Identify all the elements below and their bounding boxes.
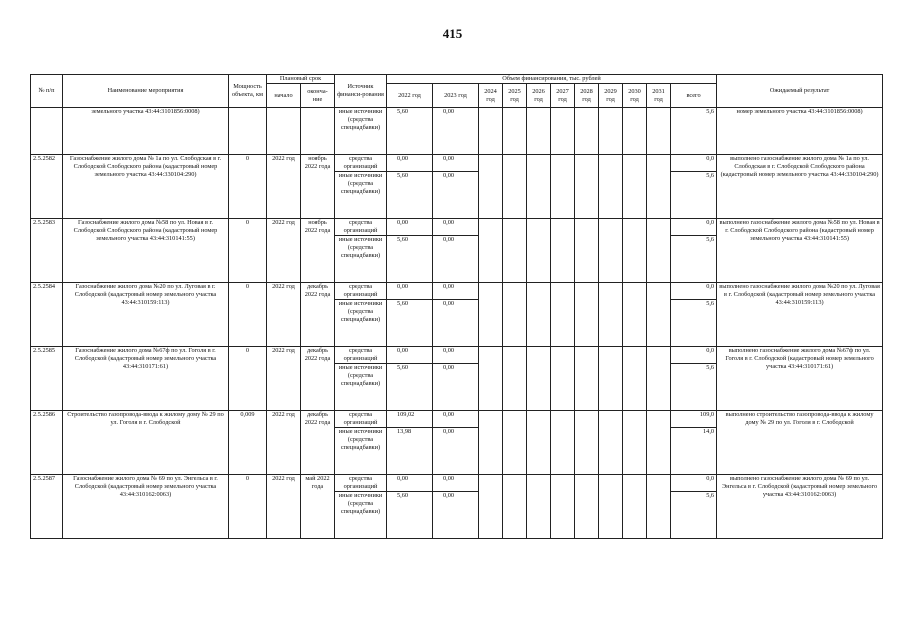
row-total: 0,0 xyxy=(671,155,717,172)
row-start: 2022 год xyxy=(267,347,301,411)
row-start: 2022 год xyxy=(267,411,301,475)
financing-table xyxy=(30,74,883,539)
table-row xyxy=(31,283,883,300)
header-name: Наименование мероприятия xyxy=(63,75,229,108)
row-name: Газоснабжение жилого дома №58 по ул. Новая в г. Слободской Слободского района (кадастровый номер земельного участка 43:44:310141:55) xyxy=(63,219,229,283)
row-number: 2.5.2587 xyxy=(31,475,63,539)
row-source: иные источники (средства спецнадбавки) xyxy=(335,492,387,539)
row-source: средства организаций xyxy=(335,155,387,172)
row-end: декабрь 2022 года xyxy=(301,411,335,475)
row-value-2023: 0,00 xyxy=(433,300,479,347)
row-value-2022: 0,00 xyxy=(387,155,433,172)
row-value-2023: 0,00 xyxy=(433,283,479,300)
row-value-2022: 5,60 xyxy=(387,300,433,347)
header-start: начало xyxy=(267,84,301,108)
row-name: Строительство газопровода-ввода к жилому дому № 29 по ул. Гоголя в г. Слободской xyxy=(63,411,229,475)
header-total: всего xyxy=(671,84,717,108)
row-end: декабрь 2022 года xyxy=(301,347,335,411)
row-capacity: 0 xyxy=(229,475,267,539)
row-total: 5,6 xyxy=(671,300,717,347)
row-value-2022: 13,98 xyxy=(387,428,433,475)
header-year: 2027 год xyxy=(551,84,575,108)
header-year: 2030 год xyxy=(623,84,647,108)
header-year: 2025 год xyxy=(503,84,527,108)
row-number: 2.5.2583 xyxy=(31,219,63,283)
row-end: декабрь 2022 года xyxy=(301,283,335,347)
row-source: иные источники (средства спецнадбавки) xyxy=(335,428,387,475)
row-capacity: 0,009 xyxy=(229,411,267,475)
row-total: 0,0 xyxy=(671,475,717,492)
table-row xyxy=(31,411,883,428)
row-total: 14,0 xyxy=(671,428,717,475)
row-start: 2022 год xyxy=(267,155,301,219)
table-row xyxy=(31,155,883,172)
header-year: 2029 год xyxy=(599,84,623,108)
row-value-2023: 0,00 xyxy=(433,492,479,539)
header-num: № п/п xyxy=(31,75,63,108)
row-value-2023: 0,00 xyxy=(433,428,479,475)
row-source: иные источники (средства спецнадбавки) xyxy=(335,364,387,411)
row-value-2022: 5,60 xyxy=(387,108,433,155)
row-total: 5,6 xyxy=(671,172,717,219)
row-end: май 2022 года xyxy=(301,475,335,539)
header-end: оконча-ние xyxy=(301,84,335,108)
row-source: средства организаций xyxy=(335,347,387,364)
row-total: 109,0 xyxy=(671,411,717,428)
header-year: 2026 год xyxy=(527,84,551,108)
row-result: выполнено газоснабжение жилого дома № 69 по ул. Энгельса в г. Слободской (кадастровый номер земельного участка 43:44:310162:0063) xyxy=(717,475,883,539)
header-period: Плановый срок xyxy=(267,75,335,84)
row-value-2022: 5,60 xyxy=(387,364,433,411)
row-capacity: 0 xyxy=(229,155,267,219)
row-source: иные источники (средства спецнадбавки) xyxy=(335,300,387,347)
row-total: 0,0 xyxy=(671,219,717,236)
table-row xyxy=(31,347,883,364)
row-source: иные источники (средства спецнадбавки) xyxy=(335,236,387,283)
row-source: средства организаций xyxy=(335,411,387,428)
row-capacity: 0 xyxy=(229,283,267,347)
row-value-2023: 0,00 xyxy=(433,172,479,219)
row-start: 2022 год xyxy=(267,219,301,283)
row-start: 2022 год xyxy=(267,475,301,539)
row-total: 5,6 xyxy=(671,364,717,411)
row-total: 0,0 xyxy=(671,283,717,300)
row-value-2023: 0,00 xyxy=(433,347,479,364)
header-year: 2028 год xyxy=(575,84,599,108)
row-source: иные источники (средства спецнадбавки) xyxy=(335,172,387,219)
row-value-2022: 109,02 xyxy=(387,411,433,428)
row-result: выполнено газоснабжение жилого дома №20 по ул. Луговая в г. Слободской (кадастровый номер земельного участка 43:44:310159:113) xyxy=(717,283,883,347)
row-value-2022: 5,60 xyxy=(387,236,433,283)
row-capacity: 0 xyxy=(229,347,267,411)
row-value-2023: 0,00 xyxy=(433,219,479,236)
row-value-2022: 5,60 xyxy=(387,172,433,219)
row-number: 2.5.2585 xyxy=(31,347,63,411)
row-number: 2.5.2584 xyxy=(31,283,63,347)
header-year: 2024 год xyxy=(479,84,503,108)
row-source: средства организаций xyxy=(335,283,387,300)
row-number: 2.5.2582 xyxy=(31,155,63,219)
row-capacity: 0 xyxy=(229,219,267,283)
row-name: Газоснабжение жилого дома №67ф по ул. Гоголя в г. Слободской (кадастровый номер земельного участка 43:44:310171:61) xyxy=(63,347,229,411)
header-result: Ожидаемый результат xyxy=(717,75,883,108)
row-value-2023: 0,00 xyxy=(433,364,479,411)
row-source: средства организаций xyxy=(335,475,387,492)
row-value-2023: 0,00 xyxy=(433,411,479,428)
row-value-2023: 0,00 xyxy=(433,475,479,492)
header-year: 2031 год xyxy=(647,84,671,108)
row-result: выполнено газоснабжение жилого дома № 1а по ул. Слободская в г. Слободской Слободского района (кадастровый номер земельного участка 43:44:330104:290) xyxy=(717,155,883,219)
row-result: номер земельного участка 43:44:3101856:0008) xyxy=(717,108,883,155)
row-value-2023: 0,00 xyxy=(433,155,479,172)
row-total: 0,0 xyxy=(671,347,717,364)
row-value-2023: 0,00 xyxy=(433,108,479,155)
row-value-2022: 0,00 xyxy=(387,219,433,236)
table-row xyxy=(31,475,883,492)
header-year: 2023 год xyxy=(433,84,479,108)
row-result: выполнено строительство газопровода-ввода к жилому дому № 29 по ул. Гоголя в г. Слободской xyxy=(717,411,883,475)
row-value-2022: 0,00 xyxy=(387,475,433,492)
row-name: земельного участка 43:44:3101856:0008) xyxy=(63,108,229,155)
row-number: 2.5.2586 xyxy=(31,411,63,475)
row-result: выполнено газоснабжение жилого дома №67ф по ул. Гоголя в г. Слободской (кадастровый номер земельного участка 43:44:310171:61) xyxy=(717,347,883,411)
row-source: иные источники (средства спецнадбавки) xyxy=(335,108,387,155)
row-value-2022: 0,00 xyxy=(387,283,433,300)
table-row xyxy=(31,219,883,236)
row-source: средства организаций xyxy=(335,219,387,236)
row-name: Газоснабжение жилого дома № 1а по ул. Слободская в г. Слободской Слободского района (кадастровый номер земельного участка 43:44:330104:290) xyxy=(63,155,229,219)
row-total: 5,6 xyxy=(671,492,717,539)
header-capacity: Мощность объекта, км xyxy=(229,75,267,108)
row-value-2022: 0,00 xyxy=(387,347,433,364)
row-end: ноябрь 2022 года xyxy=(301,155,335,219)
row-name: Газоснабжение жилого дома № 69 по ул. Энгельса в г. Слободской (кадастровый номер земельного участка 43:44:310162:0063) xyxy=(63,475,229,539)
row-result: выполнено газоснабжение жилого дома №58 по ул. Новая в г. Слободской Слободского района (кадастровый номер земельного участка 43:44:310141:55) xyxy=(717,219,883,283)
header-year: 2022 год xyxy=(387,84,433,108)
header-source: Источник финанси-рования xyxy=(335,75,387,108)
row-end: ноябрь 2022 года xyxy=(301,219,335,283)
table-row xyxy=(31,108,883,155)
row-value-2023: 0,00 xyxy=(433,236,479,283)
row-total: 5,6 xyxy=(671,108,717,155)
row-total: 5,6 xyxy=(671,236,717,283)
page-number: 415 xyxy=(442,26,463,41)
row-name: Газоснабжение жилого дома №20 по ул. Луговая в г. Слободской (кадастровый номер земельного участка 43:44:310159:113) xyxy=(63,283,229,347)
row-start: 2022 год xyxy=(267,283,301,347)
header-volume: Объем финансирования, тыс. рублей xyxy=(387,75,717,84)
row-value-2022: 5,60 xyxy=(387,492,433,539)
